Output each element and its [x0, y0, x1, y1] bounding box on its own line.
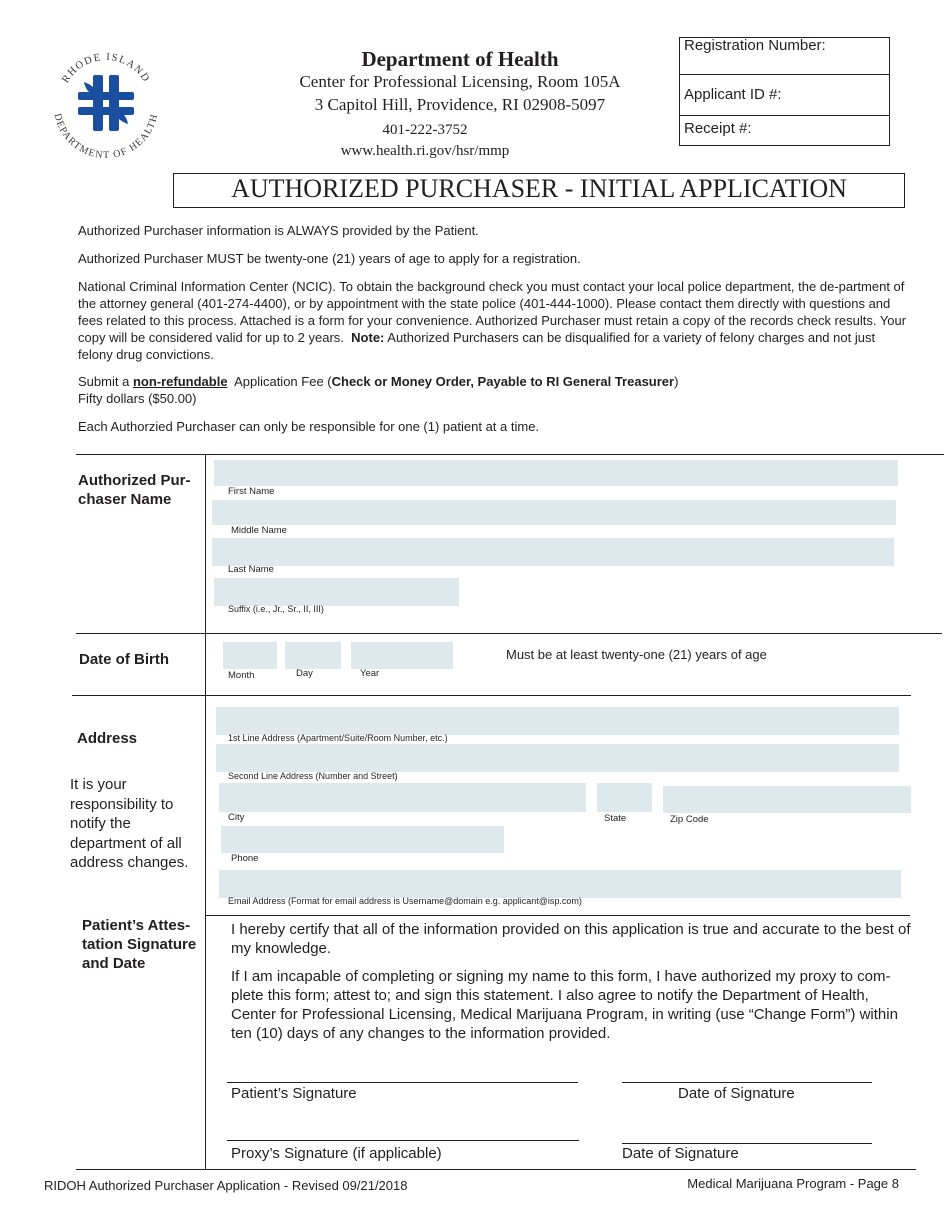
phone-number: 401-222-3752 [382, 122, 468, 138]
zip-code-field[interactable] [663, 786, 911, 813]
zip-code-label: Zip Code [670, 814, 709, 825]
state-field[interactable] [597, 783, 652, 812]
dob-month-field[interactable] [223, 642, 277, 669]
center-name: Center for Professional Licensing, Room 105A [299, 72, 621, 91]
dob-section-label: Date of Birth [79, 651, 169, 668]
address-line2-label: Second Line Address (Number and Street) [228, 771, 398, 781]
dob-day-field[interactable] [285, 642, 341, 669]
svg-text:RHODE ISLAND: RHODE ISLAND [60, 51, 152, 86]
non-refundable-label: non-refundable [132, 374, 228, 389]
dob-day-label: Day [296, 668, 313, 679]
attestation-section-label: Patient’s Attes- tation Signature and Date [82, 917, 197, 972]
age-requirement-note: Must be at least twenty-one (21) years of age [506, 647, 767, 662]
footer-revision: RIDOH Authorized Purchaser Application - Revised 09/21/2018 [44, 1178, 408, 1193]
attestation-proxy-text: If I am incapable of completing or signing my name to this form, I have authorized my proxy to com-plete this form; attest to; and sign this statement. I also agree to notify the Department of Health, Center for Professional Licensing, Medical Marijuana Program, in writing (use “Change Form”) within ten (10) days of any changes to the information provided. [231, 968, 898, 1042]
last-name-label: Last Name [228, 564, 274, 575]
city-label: City [228, 812, 245, 823]
address-line1-label: 1st Line Address (Apartment/Suite/Room Number, etc.) [228, 733, 448, 743]
suffix-field[interactable] [214, 578, 459, 606]
intro-age-requirement: Authorized Purchaser MUST be twenty-one (21) years of age to apply for a registration. [78, 251, 581, 266]
street-address: 3 Capitol Hill, Providence, RI 02908-5097 [314, 95, 606, 114]
patient-signature-label: Patient’s Signature [231, 1085, 357, 1102]
form-title: AUTHORIZED PURCHASER - INITIAL APPLICATION [173, 173, 905, 208]
applicant-id-label: Applicant ID #: [684, 86, 782, 103]
phone-label: Phone [231, 853, 259, 864]
last-name-field[interactable] [212, 538, 894, 566]
address-line1-field[interactable] [216, 707, 899, 735]
intro-ncic-background-check: National Criminal Information Center (NCIC). To obtain the background check you must contact your local police department, the de-partment of the attorney general (401-274-4400), or by appointment with the state police (401-444-1000). Please contact them directly with questions and fees related to this process. Attached is a form for your convenience. Authorized Purchaser must retain a copy of the records check results. Your copy will be considered valid for up to 2 years. Note: Authorized Purchasers can be disqualified for a variety of felony charges and not just felony drug convictions. [78, 279, 907, 362]
intro-patient-provides: Authorized Purchaser information is ALWAYS provided by the Patient. [78, 223, 479, 238]
registration-number-label: Registration Number: [684, 37, 826, 54]
department-name: Department of Health [361, 47, 559, 71]
first-name-field[interactable] [214, 460, 898, 486]
proxy-signature-line[interactable] [227, 1140, 579, 1141]
note-label: Note: [351, 330, 385, 345]
middle-name-field[interactable] [212, 500, 896, 525]
email-label: Email Address (Format for email address is Username@domain e.g. applicant@isp.com) [228, 896, 582, 906]
ridoh-seal-logo [44, 42, 169, 167]
suffix-label: Suffix (i.e., Jr., Sr., II, III) [228, 604, 324, 614]
dob-year-label: Year [360, 668, 380, 679]
address-section-label: Address [77, 730, 138, 747]
office-use-box [679, 37, 890, 146]
attestation-certify-text: I hereby certify that all of the information provided on this application is true and accurate to the best of my knowledge. [231, 921, 911, 957]
middle-name-label: Middle Name [231, 525, 287, 536]
name-section-label: Authorized Pur- chaser Name [78, 472, 191, 508]
phone-field[interactable] [221, 826, 504, 853]
website-url: www.health.ri.gov/hsr/mmp [340, 143, 510, 159]
svg-text:DEPARTMENT OF HEALTH: DEPARTMENT OF HEALTH [51, 112, 161, 162]
state-label: State [604, 813, 627, 824]
dob-year-field[interactable] [351, 642, 453, 669]
address-change-note: It is your responsibility to notify the department of all address changes. [70, 776, 189, 871]
proxy-signature-label: Proxy’s Signature (if applicable) [231, 1145, 442, 1162]
patient-date-line[interactable] [622, 1082, 872, 1083]
footer-page-number: Medical Marijuana Program - Page 8 [687, 1176, 899, 1191]
dob-month-label: Month [228, 670, 255, 681]
email-field[interactable] [219, 870, 901, 898]
payable-to-label: Check or Money Order, Payable to RI General Treasurer [331, 374, 675, 389]
intro-one-patient: Each Authorzied Purchaser can only be responsible for one (1) patient at a time. [78, 419, 540, 434]
fee-amount: Fifty dollars ($50.00) [78, 391, 197, 406]
receipt-label: Receipt #: [684, 120, 752, 137]
patient-date-label: Date of Signature [678, 1085, 795, 1102]
patient-signature-line[interactable] [227, 1082, 578, 1083]
city-field[interactable] [219, 783, 586, 812]
proxy-date-label: Date of Signature [622, 1145, 739, 1162]
first-name-label: First Name [228, 486, 275, 497]
address-line2-field[interactable] [216, 744, 899, 772]
intro-fee: Submit a non-refundable Application Fee (Check or Money Order, Payable to RI General Treasurer) Fifty dollars ($50.00) [78, 374, 679, 406]
